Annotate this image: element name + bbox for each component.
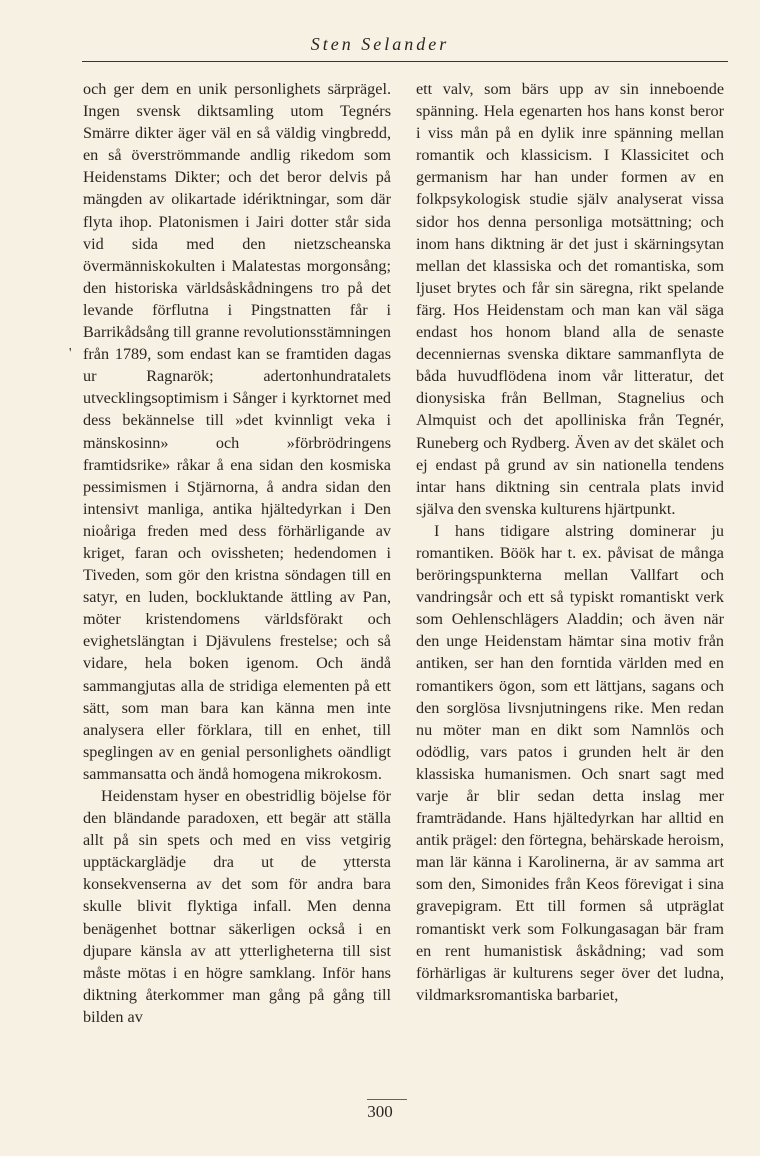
- folio-rule: [367, 1099, 407, 1100]
- left-paragraph-1: och ger dem en unik personlighets särprägel. Ingen svensk diktsamling utom Tegnérs Smärre dikter äger väl en så väldig vingbredd, en så överströmmande andlig rikedom som Heidenstams Dikter; och det beror delvis på mängden av olikartade idériktningar, som där flyta ihop. Platonismen i Jairi dotter står sida vid sida med den nietzscheanska övermänniskokulten i Malatestas morgonsång; den historiska världsåskådningens tro på det levande förflutna i Pingstnatten får i Barrikådsång till granne revolutionsstämningen från 1789, som endast kan se framtiden dagas ur Ragnarök; adertonhundratalets utvecklingsoptimism i Sånger i kyrktornet med dess bekännelse till »det kvinnligt veka i mänskosinn» och »förbrödringens framtidsrike» råkar å ena sidan den kosmiska pessimismen i Stjärnorna, å andra sidan den intensivt manliga, antika hjältedyrkan i Den nioåriga freden med dess förhärligande av kriget, faran och ovissheten; hedendomen i Tiveden, som gör den kristna söndagen till en satyr, en luden, bockluktande ättling av Pan, möter kristendomens världsförakt och evighetslängtan i Djävulens frestelse; och så vidare, hela boken igenom. Och ändå sammangjutas alla de stridiga elementen på ett sätt, som man bara kan känna men inte analysera eller förklara, till en enhet, till speglingen av en genial personlighets oändligt sammansatta och ändå homogena mikrokosm.: [83, 80, 391, 783]
- left-column: [83, 78, 391, 1028]
- page-number: 300: [367, 1102, 393, 1121]
- header-rule: [82, 61, 728, 62]
- margin-mark: ': [69, 346, 72, 361]
- right-paragraph-2: I hans tidigare alstring dominerar ju romantiken. Böök har t. ex. påvisat de många beröringspunkterna mellan Vallfart och vandringsår och ett så typiskt romantiskt verk som Oehlenschlägers Aladdin; och även när den unge Heidenstam hämtar sina motiv från antiken, ser han den forntida världen med en romantikers ögon, som ett lättjans, sagans och den sorglösa livsnjutningens rike. Men redan nu möter man en dikt som Namnlös och odödlig, vars patos i grunden helt är den klassiska humanismen. Och snart sagt med varje år blir sedan detta inslag mer framträdande. Hans hjältedyrkan har alltid en antik prägel: den förtegna, behärskade heroism, man lär känna i Karolinerna, är av samma art som den, Simonides från Keos förevigat i sina gravepigram. Ett till formen så utpräglat romantiskt verk som Folkungasagan bär fram en rent humanistisk åskådning; vad som förhärligas är kulturens seger över det ludna, vildmarksromantiska barbariet,: [416, 521, 724, 1004]
- left-paragraph-2: Heidenstam hyser en obestridlig böjelse för den bländande paradoxen, ett begär att ställa allt på sin spets och med en viss vetgirig upptäckarglädje dra ut de yttersta konsekvenserna av det som för andra bara skulle blivit flyktiga infall. Men denna benägenhet bottnar säkerligen också i en djupare känsla av att ytterligheterna till sist måste mötas i en högre samklang. Inför hans diktning återkommer man gång på gång till bilden av: [83, 787, 391, 1026]
- right-paragraph-1: ett valv, som bärs upp av sin inneboende spänning. Hela egenarten hos hans konst beror i viss mån på en dylik inre spänning mellan romantik och klassicism. I Klassicitet och germanism har han under formen av en folkpsykologisk studie själv analyserat vissa sidor hos denna personliga motsättning; och inom hans diktning är det just i skärningsytan mellan det klassiska och det romantiska, som ljuset brytes och får sin säregna, rikt spelande färg. Hos Heidenstam och man kan väl säga endast hos honom bland alla de senaste decenniernas svenska diktare sammanflyta de båda huvudflödena inom vår litteratur, det dionysiska från Bellman, Stagnelius och Almquist och det apolliniska från Tegnér, Runeberg och Rydberg. Även av det skälet och ej endast på grund av sin nationella tendens intar hans diktning sin centrala plats invid själva den svenska kulturens hjärtpunkt.: [416, 80, 724, 518]
- running-head-title: Sten Selander: [310, 34, 450, 54]
- right-column: [416, 78, 724, 1006]
